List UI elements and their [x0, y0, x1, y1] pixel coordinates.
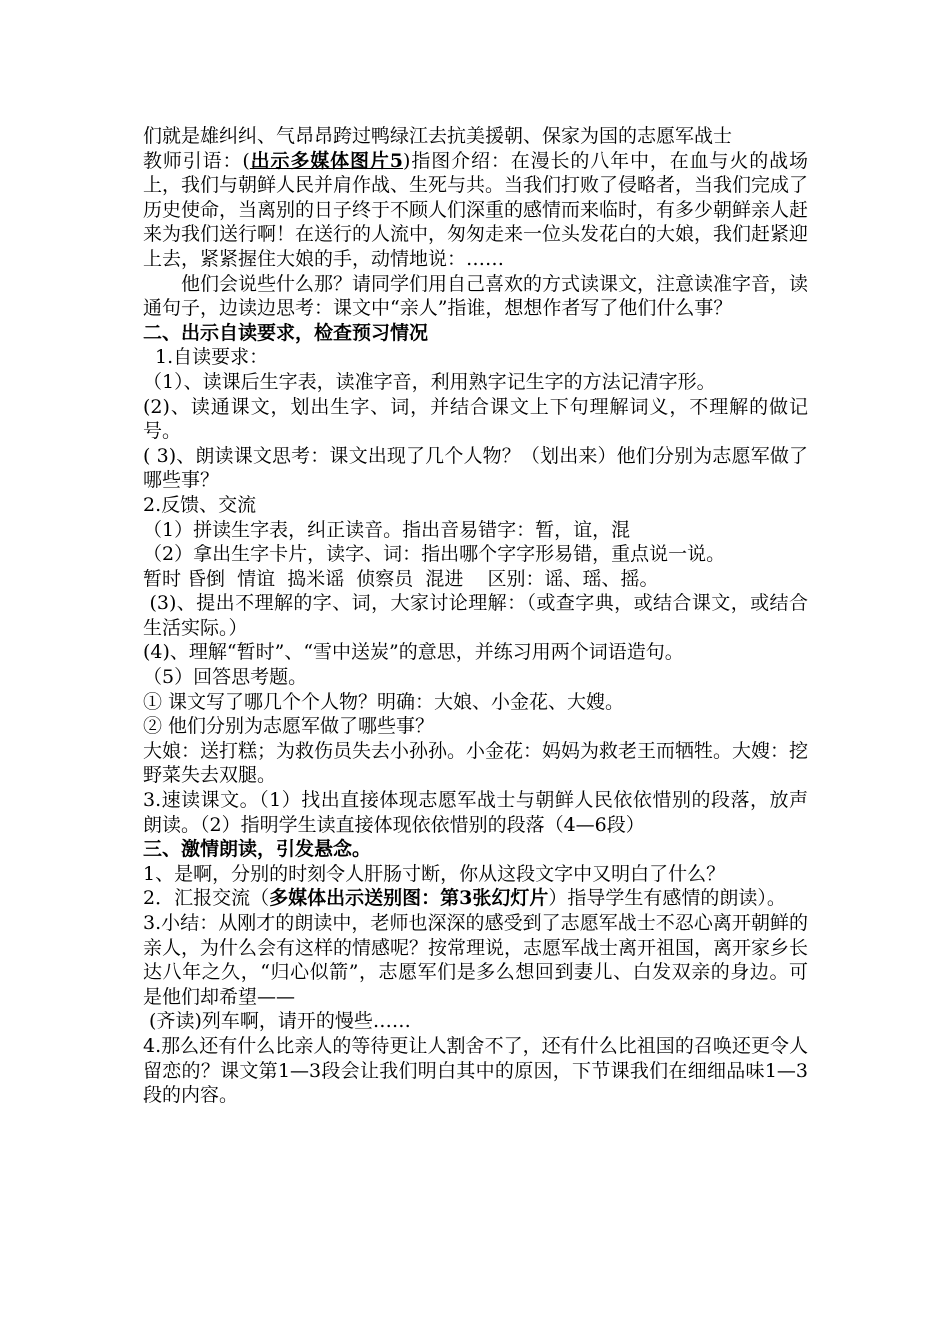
- intro-prefix: 教师引语：(: [143, 149, 250, 172]
- self-reading-item-2: (2)、读通课文，划出生字、词，并结合课文上下句理解词义，不理解的做记号。: [143, 395, 808, 443]
- feedback-item-3: (3)、提出不理解的字、词，大家讨论理解：（或查字典，或结合课文，或结合生活实际。）: [143, 592, 808, 639]
- media-image-link: 出示多媒体图片5: [249, 149, 404, 172]
- feedback-item-1: （1）拼读生字表，纠正读音。指出音易错字：暂，谊，混: [143, 518, 631, 541]
- feedback-item-5: （5）回答思考题。: [143, 666, 308, 689]
- feedback-item-2: （2）拿出生字卡片，读字、词：指出哪个字字形易错，重点说一说。: [143, 543, 726, 566]
- document-body: [143, 124, 808, 1108]
- speed-reading: 3.速读课文。（1）找出直接体现志愿军战士与朝鲜人民依依惜别的段落，放声朗读。（2）指明学生读直接体现依依惜别的段落（4—6段）: [143, 789, 808, 836]
- step-1: 1、是啊，分别的时刻令人肝肠寸断，你从这段文字中又明白了什么？: [143, 862, 726, 885]
- section-heading-3: 三、激情朗读，引发悬念。: [143, 838, 372, 861]
- feedback-item-4: (4)、理解“暂时”、“雪中送炭”的意思，并练习用两个词语造句。: [143, 641, 684, 664]
- feedback-word-list: 暂时 昏倒 情谊 捣米谣 侦察员 混进 区别：谣、瑶、摇。: [143, 567, 659, 590]
- step-2-media: 多媒体出示送别图：第3张幻灯片: [269, 887, 549, 910]
- self-reading-item-3: ( 3)、朗读课文思考：课文出现了几个人物？（划出来）他们分别为志愿军做了哪些事？: [143, 444, 808, 492]
- self-reading-item-1: （1）、读课后生字表，读准字音，利用熟字记生字的方法记清字形。: [143, 370, 716, 393]
- step-2: [143, 886, 808, 911]
- step-4: 4.那么还有什么比亲人的等待更让人割舍不了，还有什么比祖国的召唤还更令人留恋的？课文第1—3段会让我们明白其中的原因，下节课我们在细细品味1—3段的内容。: [143, 1034, 808, 1107]
- self-reading-title: 1.自读要求：: [155, 346, 269, 369]
- section-heading-2: 二、出示自读要求，检查预习情况: [143, 321, 429, 344]
- step-3-recital: (齐读)列车啊，请开的慢些……: [143, 1010, 411, 1033]
- step-2-text: ）指导学生有感情的朗读）。: [548, 887, 786, 910]
- feedback-title: 2.反馈、交流: [143, 493, 257, 516]
- step-3-summary: 3.小结：从刚才的朗读中，老师也深深的感受到了志愿军战士不忍心离开朝鲜的亲人，为什么会有这样的情感呢？按常理说，志愿军战士离开祖国，离开家乡长达八年之久，“归心似箭”，志愿军们是多么想回到妻儿、白发双亲的身边。可是他们却希望——: [143, 912, 809, 1008]
- paragraph-teacher-intro: [143, 149, 808, 272]
- paragraph-reading-task: 他们会说些什么那？请同学们用自己喜欢的方式读课文，注意读准字音，读通句子，边读边思考：课文中“亲人”指谁，想想作者写了他们什么事？: [143, 272, 809, 320]
- step-2-prefix: 2．汇报交流（: [143, 887, 270, 910]
- answer-details: 大娘：送打糕；为救伤员失去小孙孙。小金花：妈妈为救老王而牺牲。大嫂：挖野菜失去双腿。: [143, 739, 809, 787]
- paragraph-volunteers: 们就是雄纠纠、气昂昂跨过鸭绿江去抗美援朝、保家为国的志愿军战士: [143, 125, 733, 147]
- intro-text: )指图介绍：在漫长的八年中，在血与火的战场上，我们与朝鲜人民并肩作战、生死与共。当我们打败了侵略者，当我们完成了历史使命，当离别的日子终于不顾人们深重的感情而来临时，有多少朝鲜亲人赶来为我们送行啊！在送行的人流中，匆匆走来一位头发花白的大娘，我们赶紧迎上去，紧紧握住大娘的手，动情地说：……: [143, 149, 809, 270]
- answer-2: ② 他们分别为志愿军做了哪些事？: [143, 715, 435, 738]
- answer-1: ① 课文写了哪几个个人物？明确：大娘、小金花、大嫂。: [143, 690, 625, 713]
